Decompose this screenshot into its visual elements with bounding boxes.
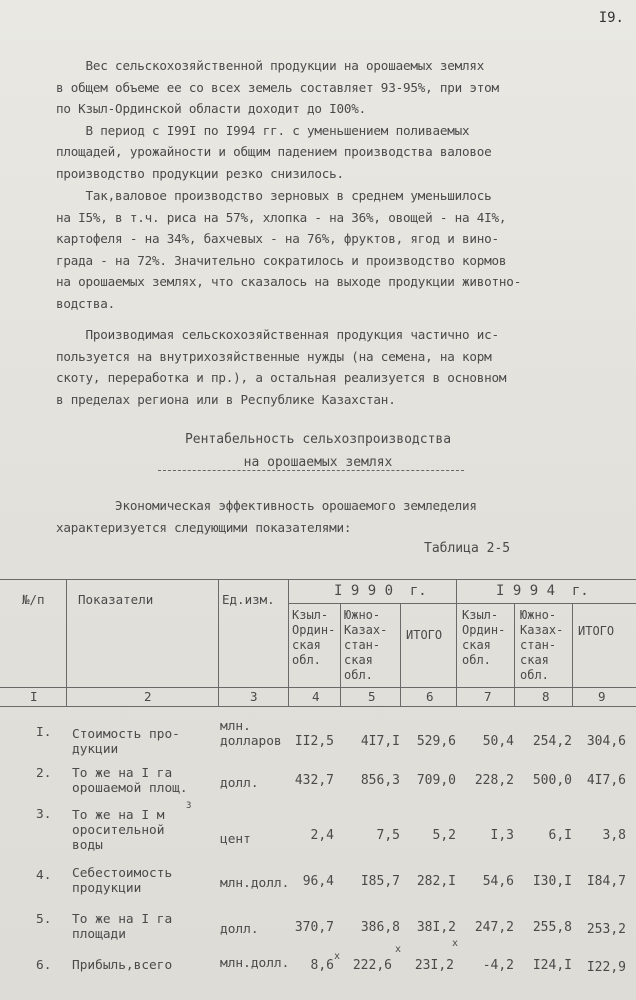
cell-value: I22,9 [586,960,626,975]
row-unit: млн. долларов [220,719,282,749]
cell-value: 386,8 [360,920,400,935]
paragraph-2: Так,валовое производство зерновых в среднем уменьшилось на I5%, в т.ч. риса на 57%, хлопка - на 36%, овощей - на 4I%, картофеля - на 34%, бахчевых - на 76%, фруктов, ягод и вино- града - на 72%. Значительно сократилось и производство кормов на орошаемых землях, что сказалось на выходе продукции животно- водства. [56,188,522,311]
footnote-mark: x [395,944,402,955]
col-number: I [30,689,38,704]
row-unit: долл. [220,922,259,937]
row-name: Стоимость про- дукции [72,727,180,757]
intro-text: Экономическая эффективность орошаемого земледелия характеризуется следующими показателями: [56,498,477,535]
cell-value: 370,7 [294,920,334,935]
header-number: №/п [22,592,45,607]
cell-value: 96,4 [302,874,334,889]
superscript-3: 3 [186,801,192,811]
cell-value: 282,I [416,874,456,889]
row-name: То же на I м оросительной воды [72,808,165,853]
page-number: I9. [598,10,624,26]
cell-value: 6,I [548,828,572,843]
header-total-1990: ИТОГО [406,628,443,642]
cell-value: 222,6 [352,958,392,973]
header-kzyl-1990: Кзыл- Ордин- ская обл. [292,608,336,667]
section-heading-line2: на орошаемых землях [243,455,393,470]
col-number: 7 [484,689,492,704]
cell-value: 4I7,I [360,734,400,749]
header-year-1990: I 9 9 0 г. [334,583,427,599]
row-unit: млн.долл. [220,876,290,891]
section-heading-line1: Рентабельность сельхозпроизводства [184,432,452,447]
row-name: То же на I га площади [72,912,173,942]
cell-value: 255,8 [532,920,572,935]
header-kzyl-1994: Кзыл- Ордин- ская обл. [462,608,506,667]
col-number: 6 [426,689,434,704]
row-number: 2. [36,766,52,781]
cell-value: 2,4 [310,828,334,843]
cell-value: I85,7 [360,874,400,889]
col-number: 2 [144,689,152,704]
heading-underline [158,470,464,471]
header-south-1994: Южно- Казах- стан- ская обл. [520,608,564,682]
cell-value: 50,4 [482,734,514,749]
row-unit: долл. [220,776,259,791]
row-number: 4. [36,868,52,883]
cell-value: 529,6 [416,734,456,749]
col-number: 5 [368,689,376,704]
row-name: Себестоимость продукции [72,866,173,896]
cell-value: 254,2 [532,734,572,749]
header-indicators: Показатели [78,592,154,607]
cell-value: 304,6 [586,734,626,749]
header-unit: Ед.изм. [222,592,275,607]
col-number: 3 [250,689,258,704]
row-number: I. [36,725,52,740]
cell-value: 247,2 [474,920,514,935]
header-south-1990: Южно- Казах- стан- ская обл. [344,608,388,682]
paragraph-1: Вес сельскохозяйственной продукции на орошаемых землях в общем объеме ее со всех земель составляет 93-95%, при этом по Кзыл-Ординской области доходит до I00%. В период с I99I по I994 гг. с уменьшением поливаемых площадей, урожайности и общим падением производства валовое производство продукции резко снизилось. [56,58,499,181]
cell-value: 8,6 [310,958,334,973]
row-name: То же на I га орошаемой площ. [72,766,188,796]
cell-value: 38I,2 [416,920,456,935]
cell-value: 54,6 [482,874,514,889]
row-unit: цент [220,832,251,847]
table-label: Таблица 2-5 [424,541,511,556]
header-year-1994: I 9 9 4 г. [496,583,589,599]
cell-value: I,3 [490,828,514,843]
cell-value: 4I7,6 [586,773,626,788]
cell-value: I24,I [532,958,572,973]
row-unit: млн.долл. [220,956,290,971]
cell-value: I84,7 [586,874,626,889]
cell-value: -4,2 [482,958,514,973]
col-number: 8 [542,689,550,704]
footnote-mark: x [334,951,341,962]
row-number: 5. [36,912,52,927]
col-number: 9 [598,689,606,704]
col-number: 4 [312,689,320,704]
cell-value: 23I,2 [414,958,454,973]
cell-value: II2,5 [294,734,334,749]
cell-value: 5,2 [432,828,456,843]
cell-value: 432,7 [294,773,334,788]
row-number: 3. [36,807,52,822]
footnote-mark: x [452,938,459,949]
cell-value: 709,0 [416,773,456,788]
cell-value: 3,8 [602,828,626,843]
row-number: 6. [36,958,52,973]
cell-value: 253,2 [586,922,626,937]
paragraph-3: Производимая сельскохозяйственная продукция частично ис- пользуется на внутрихозяйственные нужды (на семена, на корм скоту, переработка и пр.), а остальная реализуется в основном в пределах региона или в Республике Казахстан. [56,327,507,407]
cell-value: 7,5 [376,828,400,843]
cell-value: 856,3 [360,773,400,788]
row-name: Прибыль,всего [72,958,173,973]
cell-value: 500,0 [532,773,572,788]
cell-value: I30,I [532,874,572,889]
header-total-1994: ИТОГО [578,624,615,638]
cell-value: 228,2 [474,773,514,788]
